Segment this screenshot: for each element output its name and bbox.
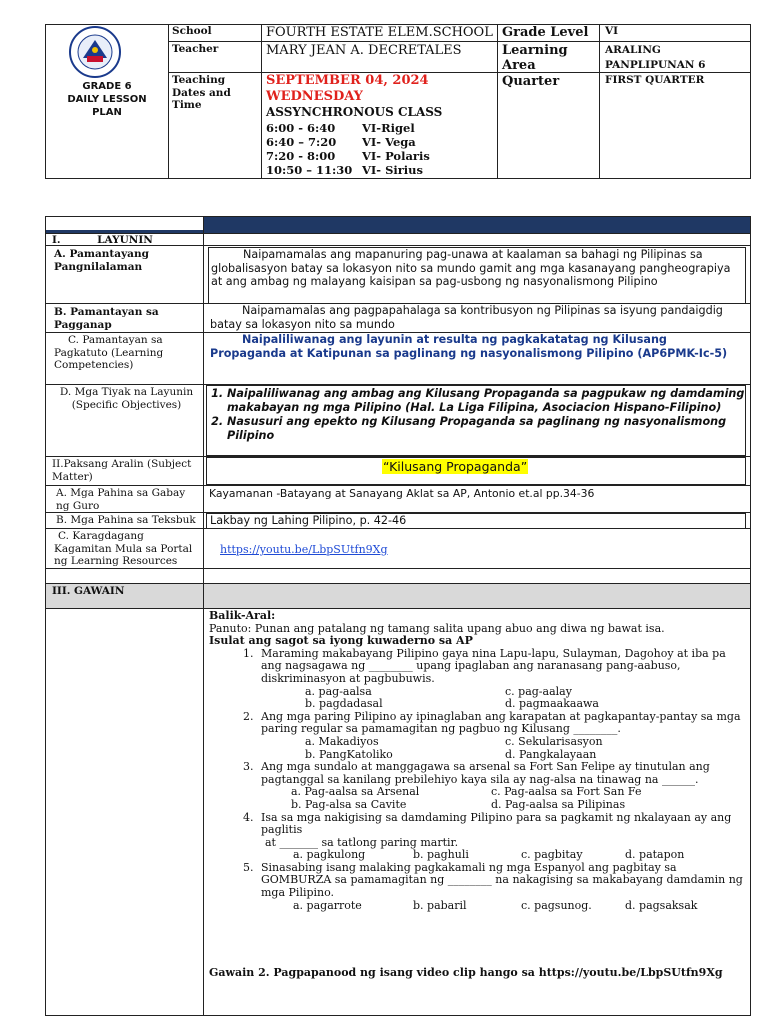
karagdagang-label: C. Karagdagang Kagamitan Mula sa Portal ng Learning Resources xyxy=(54,530,193,567)
paksa-text: “Kilusang Propaganda” xyxy=(383,459,528,474)
quarter-value: FIRST QUARTER xyxy=(605,74,705,86)
question-item: 3. Ang mga sundalo at manggagawa sa arsenal sa Fort San Felipe ay tinutulan ang pagtanggal sa kanilang prebilehiyo kaya sila ay nag-alsa na tinawag na ______. a. Pag-aalsa sa Arsenal c. Pag-aalsa sa Fort San Fe b. Pag-alsa sa Cavite d. Pag-aalsa sa Pilipinas xyxy=(257,761,745,811)
learning-area-label: Learning Area xyxy=(502,43,568,73)
gawain-header-gray xyxy=(46,584,750,608)
choices: a. Makadiyos c. Sekularisasyon b. PangKatoliko d. Pangkalayaan xyxy=(305,734,603,761)
header-divider xyxy=(497,24,498,179)
c-text: Naipaliliwanag ang layunin at resulta ng pagkakatatag ng Kilusang Propaganda at Katipunan sa paglinang ng nasyonalismong Pilipino (AP6PMK-Ic-5) xyxy=(210,333,728,360)
choices: a. pagkulong b. paghuli c. pagbitay d. patapon xyxy=(293,848,685,862)
navy-header-bar xyxy=(203,217,750,233)
column-divider xyxy=(203,216,204,1016)
question-item: 2. Ang mga paring Pilipino ay ipinaglaban ang karapatan at pagkapantay-pantay sa mga paring regular sa pamamagitan ng pagbuo ng Kilusang ________. a. Makadiyos c. Sekularisasyon b. PangKatoliko d. Pangkalayaan xyxy=(257,711,745,761)
deped-seal xyxy=(69,26,121,78)
question-item: 5. Sinasabing isang malaking pagkakamali ng mga Espanyol ang pagbitay sa GOMBURZA sa pamamagitan ng ________ na nakagising sa makabayang damdamin ng mga Pilipino. a. pagarrote b. pabaril c. pagsunog. d. pagsaksak xyxy=(257,862,745,912)
objective-item: 2. Nasusuri ang epekto ng Kilusang Propaganda sa paglinang ng nasyonalismong Pilipino xyxy=(227,415,745,443)
layunin-label: I. LAYUNIN xyxy=(52,234,153,246)
gawain2-line: Gawain 2. Pagpapanood ng isang video clip hango sa https://youtu.be/LbpSUtfn9Xg xyxy=(209,966,723,979)
objective-item: 1. Naipaliliwanag ang ambag ang Kilusang Propaganda sa pagpukaw ng damdaming makabayan ng mga Pilipino (Hal. La Liga Filipina, Asociacion Hispano-Filipino) xyxy=(227,387,745,415)
row-line xyxy=(45,485,751,486)
choices: a. Pag-aalsa sa Arsenal c. Pag-aalsa sa Fort San Fe b. Pag-alsa sa Cavite d. Pag-aalsa sa Pilipinas xyxy=(291,785,642,811)
b-label: B. Pamantayan sa Pagganap xyxy=(54,306,159,331)
gabay-text: Kayamanan -Batayang at Sanayang Aklat sa AP, Antonio et.al pp.34-36 xyxy=(209,487,595,500)
a-label: A. Pamantayang Pangnilalaman xyxy=(54,248,149,273)
school-label: School xyxy=(172,25,212,37)
schedule-row: 10:50 – 11:30 VI- Sirius xyxy=(266,163,424,177)
grade-level-value: VI xyxy=(605,25,619,37)
row-line xyxy=(45,608,751,609)
karagdagang-link[interactable]: https://youtu.be/LbpSUtfn9Xg xyxy=(220,543,388,556)
choices: a. pag-aalsa c. pag-aalay b. pagdadasal d. pagmaakaawa xyxy=(305,684,599,711)
schedule-row: 6:00 - 6:40 VI-Rigel xyxy=(266,121,415,135)
gawain-label: III. GAWAIN xyxy=(52,585,125,597)
navy-header-left xyxy=(46,217,203,233)
d-label: D. Mga Tiyak na Layunin (Specific Objectives) xyxy=(59,386,194,411)
question-item: 4. Isa sa mga nakigising sa damdaming Pilipino para sa pagkamit ng nkalayaan ay ang paglitis at _______ sa tatlong paring martir. a. pagkulong b. paghuli c. pagbitay d. patapon xyxy=(257,812,745,862)
a-text: Naipamamalas ang mapanuring pag-unawa at kaalaman sa bahagi ng Pilipinas sa globalisasyon batay sa lokasyon nito sa mundo gamit ang mga kasanayang pangheograpiya at ang ambag ng malayang kaisipan sa pag-usbong ng nasyonalismong Pilipino xyxy=(208,247,746,304)
panuto: Panuto: Punan ang patalang ng tamang salita upang abuo ang diwa ng bawat isa. xyxy=(209,621,665,635)
header-divider xyxy=(261,24,262,179)
gabay-label: A. Mga Pahina sa Gabay ng Guro xyxy=(56,487,186,512)
date-line2: WEDNESDAY xyxy=(266,89,363,104)
teksbuk-text: Lakbay ng Lahing Pilipino, p. 42-46 xyxy=(206,513,746,529)
choices: a. pagarrote b. pabaril c. pagsunog. d. pagsaksak xyxy=(293,898,698,912)
header-divider xyxy=(599,24,600,179)
d-objectives xyxy=(206,385,746,456)
balik-aral-title: Balik-Aral: xyxy=(209,609,276,622)
teacher-value: MARY JEAN A. DECRETALES xyxy=(266,43,462,58)
gawain-content xyxy=(209,610,745,912)
dates-label: Teaching Dates and Time xyxy=(172,74,231,111)
question-item: 1. Maraming makabayang Pilipino gaya nina Lapu-lapu, Sulayman, Dagohoy at iba pa ang nagsagawa ng ________ upang ipaglaban ang naranasang pang-aabuso, diskriminasyon at pagbubuwis. a. pag-aalsa c. pag-aalay b. pagdadasal d. pagmaakaawa xyxy=(257,648,745,711)
quarter-label: Quarter xyxy=(502,74,560,89)
header-divider xyxy=(168,24,169,179)
schedule-list xyxy=(266,121,496,177)
row-line xyxy=(45,568,751,569)
isulat-instruction: Isulat ang sagot sa iyong kuwaderno sa AP xyxy=(209,634,473,648)
teacher-label: Teacher xyxy=(172,43,219,55)
header-divider xyxy=(168,41,751,42)
paksa-label: II.Paksang Aralin (Subject Matter) xyxy=(52,458,192,483)
schedule-row: 7:20 - 8:00 VI- Polaris xyxy=(266,149,430,163)
schedule-row: 6:40 – 7:20 VI- Vega xyxy=(266,135,416,149)
class-type: ASSYNCHRONOUS CLASS xyxy=(266,105,443,119)
learning-area-value: ARALING PANPLIPUNAN 6 xyxy=(605,44,706,71)
gawain-header-divider xyxy=(203,584,204,608)
school-value: FOURTH ESTATE ELEM.SCHOOL xyxy=(266,25,493,40)
date-line1: SEPTEMBER 04, 2024 xyxy=(266,73,429,88)
grade-level-label: Grade Level xyxy=(502,25,589,40)
grade-title: GRADE 6 DAILY LESSON PLAN xyxy=(67,81,147,118)
b-text: Naipamamalas ang pagpapahalaga sa kontribusyon ng Pilipinas sa isyung pandaigdig batay sa lokasyon nito sa mundo xyxy=(210,304,723,331)
teksbuk-label: B. Mga Pahina sa Teksbuk xyxy=(56,514,196,526)
c-label-text: C. Pamantayan sa Pagkatuto (Learning Competencies) xyxy=(54,334,164,371)
seal-icon xyxy=(69,26,121,78)
